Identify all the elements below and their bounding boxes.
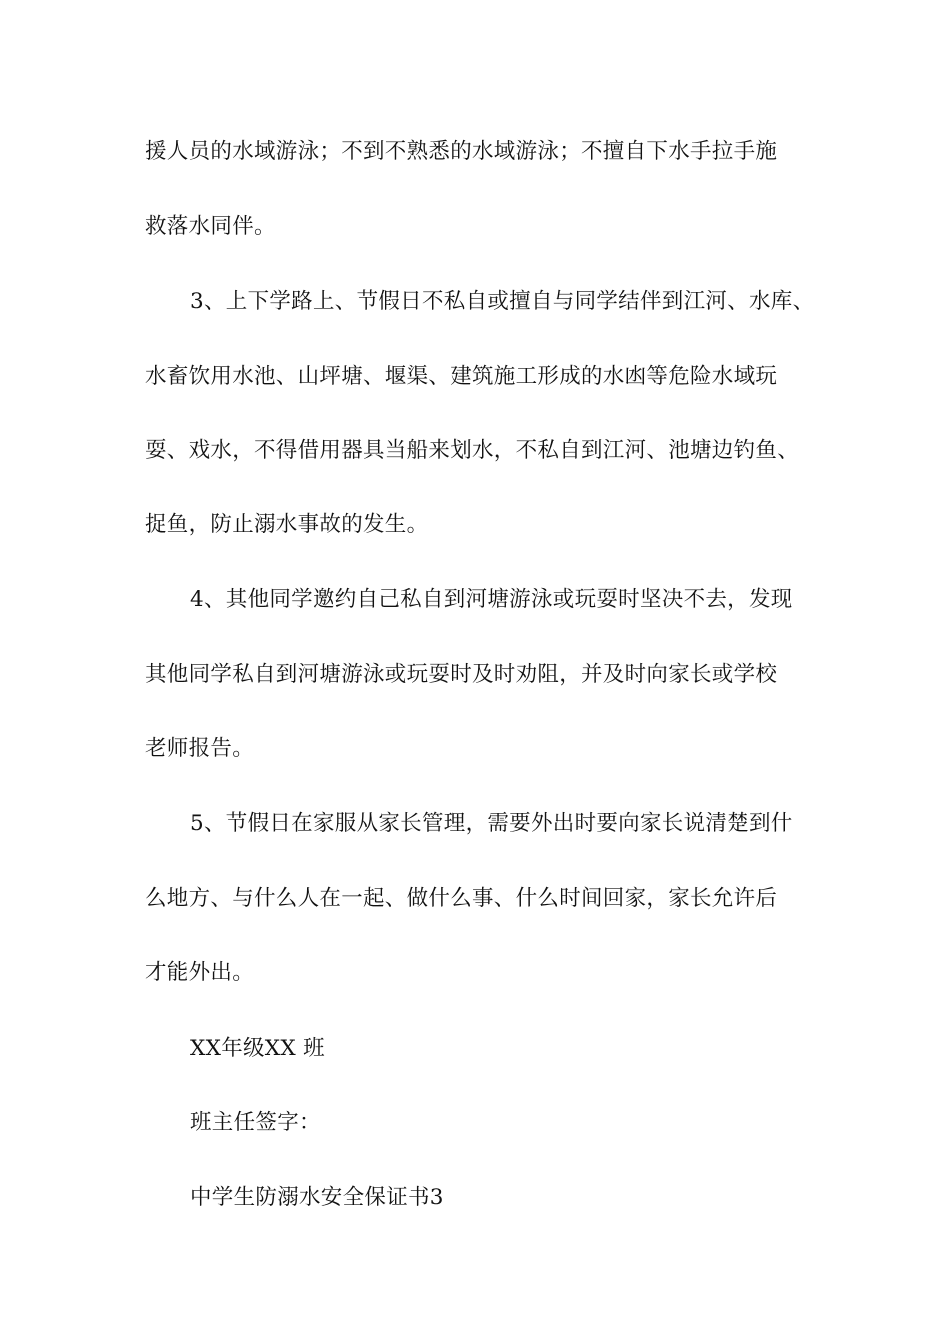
item-4-line-1: 4、其他同学邀约自己私自到河塘游泳或玩耍时坚决不去，发现 bbox=[190, 587, 793, 612]
paragraph-2-line-3: 救落水同伴。 bbox=[145, 214, 276, 239]
paragraph-2-line-2: 援人员的水域游泳；不到不熟悉的水域游泳；不擅自下水手拉手施 bbox=[145, 139, 778, 164]
item-3-line-1: 3、上下学路上、节假日不私自或擅自与同学结伴到江河、水库、 bbox=[190, 289, 815, 314]
item-4-line-2: 其他同学私自到河塘游泳或玩耍时及时劝阻，并及时向家长或学校 bbox=[145, 662, 778, 687]
item-5-line-2: 么地方、与什么人在一起、做什么事、什么时间回家，家长允许后 bbox=[145, 886, 778, 911]
class-line: XX年级XX 班 bbox=[190, 1036, 325, 1061]
item-5-line-3: 才能外出。 bbox=[145, 960, 255, 985]
item-3-line-4: 捉鱼，防止溺水事故的发生。 bbox=[145, 512, 429, 537]
teacher-signature-label: 班主任签字： bbox=[190, 1110, 321, 1135]
section-title: 中学生防溺水安全保证书3 bbox=[190, 1185, 444, 1210]
item-3-line-3: 耍、戏水，不得借用器具当船来划水，不私自到江河、池塘边钓鱼、 bbox=[145, 438, 800, 463]
item-3-line-2: 水畜饮用水池、山坪塘、堰渠、建筑施工形成的水凼等危险水域玩 bbox=[145, 364, 778, 389]
item-4-line-3: 老师报告。 bbox=[145, 736, 255, 761]
item-5-line-1: 5、节假日在家服从家长管理，需要外出时要向家长说清楚到什 bbox=[190, 811, 793, 836]
